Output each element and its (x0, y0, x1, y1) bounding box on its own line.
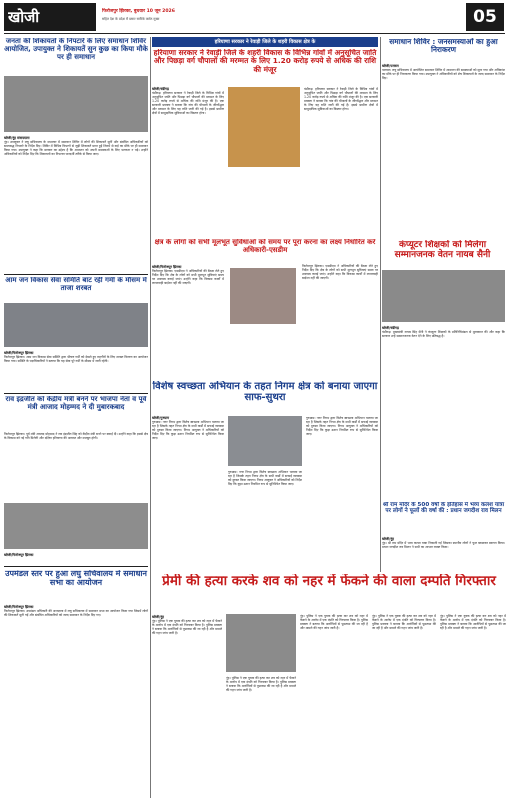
article-body-continued: नूंह। पुलिस ने एक युवक की हत्या कर शव को नहर में फेंकने के आरोप में एक दंपति को गिरफ्तार किया है। पुलिस प्रवक्ता ने बताया कि आरोपियों से पूछताछ की जा रही है और मामले की गहन जांच जारी है। (440, 614, 506, 631)
article-body: नूंह। पुलिस ने एक युवक की हत्या कर शव को नहर में फेंकने के आरोप में एक दंपति को गिरफ्तार किया है। पुलिस प्रवक्ता ने बताया कि आरोपियों से पूछताछ की जा रही है और मामले की गहन जांच जारी है। (152, 619, 222, 636)
masthead-dateline-sub: सहित देश के प्रदेश में प्रसार सारिके कर्मठ मुख्य (102, 17, 160, 21)
article-couple-arrested (152, 572, 506, 798)
page-number: 05 (466, 3, 504, 31)
article-body: चंडीगढ़। हरियाणा सरकार ने रेवाड़ी जिले के विभिन्न गांवों में अनुसूचित जाति और पिछड़ा वर्ग चौपालों की मरम्मत के लिए 1.20 करोड़ रुपये से अधिक की राशि मंजूर की है। एक सरकारी प्रवक्ता ने बताया कि गांव की चौपालों के जीर्णोद्धार और मरम्मत के लिए यह राशि जारी की गई है। इससे ग्रामीण क्षेत्रों में सामुदायिक सुविधाओं का विस्तार होगा। (152, 91, 224, 116)
article-photo-portrait (230, 268, 296, 324)
article-body-continued: फिरोजपुर झिरका। एसडीएम ने अधिकारियों की बैठक लेते हुए निर्देश दिए कि क्षेत्र के लोगों को सभी मूलभूत सुविधाएं समय पर उपलब्ध कराई जाएं। उन्होंने कहा कि विकास कार्यों में लापरवाही बर्दाश्त नहीं की जाएगी। (302, 264, 378, 281)
article-headline: क्षेत्र के लोगों को सभी मूलभूत सुविधाओं को समय पर पूरा करना का लक्ष्य निर्धारित करें अधिकारी-एसडीम (154, 239, 376, 254)
article-photo (228, 416, 302, 466)
article-byline: खोजी/गुरुग्राम (152, 416, 170, 420)
article-byline: खोजी/चंडीगढ़ (152, 87, 169, 91)
article-byline: खोजी/फिरोजपुर झिरका (4, 351, 34, 355)
article-headline: आम जन विकास सेवा समिति बांट रही गर्मी के मौसम में ताजा शरबत (5, 277, 147, 292)
article-rao-inderjit (4, 395, 148, 565)
article-headline: कंप्यूटर शिक्षकों को मिलेगा सम्मानजनक वेतन नायब सैनी (394, 240, 491, 261)
article-headline: हरियाणा सरकार ने रेवाड़ी जिले के शहरी विकास के विभिन्न गांवों में अनुसूचित जाति और पिछड़ा वर्ग चौपालों की मरम्मत के लिए 1.20 करोड़ रुपये से अधिक की राशि की मंजूर (153, 49, 377, 74)
article-byline: खोजी/चंडीगढ़ (382, 326, 399, 330)
article-photo (382, 270, 505, 322)
article-byline: खोजी/फिरोजपुर झिरका (152, 265, 182, 269)
masthead (0, 0, 509, 36)
article-photo (4, 303, 148, 347)
article-body-continued: गुरुग्राम। नगर निगम द्वारा विशेष स्वच्छता अभियान चलाया जा रहा है जिसके तहत निगम क्षेत्र के सभी वार्डों में सफाई व्यवस्था को दुरुस्त किया जाएगा। निगम आयुक्त ने अधिकारियों को निर्देश दिए कि कूड़ा उठान नियमित रूप से सुनिश्चित किया जाए। (228, 470, 302, 487)
article-kicker: हरियाणा सरकार ने रेवाड़ी जिले के शहरी विकास क्षेत्र के (214, 39, 316, 45)
article-chaupal-repair (152, 37, 378, 237)
article-byline: खोजी/पलवल (382, 64, 399, 68)
article-headline: जनता की शिकायतों के निपटारे के लिए समाधान शिविर आयोजित, उपायुक्त ने शिकायतें सुन कुछ का किया मौके पर ही समाधान (4, 38, 148, 61)
article-computer-teachers (382, 238, 505, 380)
masthead-rule (4, 33, 505, 34)
article-body-continued: नूंह। पुलिस ने एक युवक की हत्या कर शव को नहर में फेंकने के आरोप में एक दंपति को गिरफ्तार किया है। पुलिस प्रवक्ता ने बताया कि आरोपियों से पूछताछ की जा रही है और मामले की गहन जांच जारी है। (372, 614, 436, 631)
article-body-continued: नूंह। पुलिस ने एक युवक की हत्या कर शव को नहर में फेंकने के आरोप में एक दंपति को गिरफ्तार किया है। पुलिस प्रवक्ता ने बताया कि आरोपियों से पूछताछ की जा रही है और मामले की गहन जांच जारी है। (300, 614, 368, 631)
article-body: फिरोजपुर झिरका। एसडीएम ने अधिकारियों की बैठक लेते हुए निर्देश दिए कि क्षेत्र के लोगों को सभी मूलभूत सुविधाएं समय पर उपलब्ध कराई जाएं। उन्होंने कहा कि विकास कार्यों में लापरवाही बर्दाश्त नहीं की जाएगी। (152, 269, 224, 286)
article-body: फिरोजपुर झिरका। पूर्व मंत्री आजाद मोहम्मद ने राव इंद्रजीत सिंह को केंद्रीय मंत्री बनने पर बधाई दी। उन्होंने कहा कि इससे क्षेत्र के विकास को नई गति मिलेगी और दक्षिण हरियाणा की आवाज और मजबूत होगी। (4, 432, 148, 441)
article-photo (226, 614, 296, 672)
article-byline: खोजी/नूंह (382, 537, 394, 541)
article-body-continued: चंडीगढ़। हरियाणा सरकार ने रेवाड़ी जिले के विभिन्न गांवों में अनुसूचित जाति और पिछड़ा वर्ग चौपालों की मरम्मत के लिए 1.20 करोड़ रुपये से अधिक की राशि मंजूर की है। एक सरकारी प्रवक्ता ने बताया कि गांव की चौपालों के जीर्णोद्धार और मरम्मत के लिए यह राशि जारी की गई है। इससे ग्रामीण क्षेत्रों में सामुदायिक सुविधाओं का विस्तार होगा। (304, 87, 378, 112)
masthead-dateline: फिरोजपुर झिरका, बुधवार 10 जून 2026 (102, 9, 175, 14)
article-body: नूंह। श्री राम मंदिर में भव्य कलश यात्रा निकाली गई जिसका स्थानीय लोगों ने फूल बरसाकर स्वागत किया। प्रधान जगदीश राव मिलन ने सभी का आभार व्यक्त किया। (382, 541, 505, 550)
article-samadhan-sabha (4, 568, 148, 798)
article-byline: खोजी/नूंह (152, 615, 164, 619)
article-body: नूंह। उपायुक्त ने लघु सचिवालय के सभागार में समाधान शिविर में लोगों की शिकायतें सुनीं और संबंधित अधिकारियों को समयबद्ध निपटारे के निर्देश दिए। शिविर में विभिन्न विभागों से जुड़ी शिकायतें प्राप्त हुईं जिनमें से कई का मौके पर ही समाधान किया गया। उपायुक्त ने कहा कि सरकार का उद्देश्य है कि आमजन को अपनी समस्याओं के लिए भटकना न पड़े। उन्होंने अधिकारियों को निर्देश दिए कि शिकायतों का निपटारा पारदर्शी तरीके से किया जाए। (4, 140, 148, 157)
article-body-continued: गुरुग्राम। नगर निगम द्वारा विशेष स्वच्छता अभियान चलाया जा रहा है जिसके तहत निगम क्षेत्र के सभी वार्डों में सफाई व्यवस्था को दुरुस्त किया जाएगा। निगम आयुक्त ने अधिकारियों को निर्देश दिए कि कूड़ा उठान नियमित रूप से सुनिश्चित किया जाए। (306, 416, 378, 437)
article-byline: खोजी/फिरोजपुर झिरका (4, 605, 34, 609)
article-headline: समाधान शिविर : जनसमस्याओं का हुआ निराकरण (389, 38, 498, 55)
article-samadhan-shivir-nuh (4, 37, 148, 273)
article-basic-amenities (152, 238, 378, 378)
article-headline: श्री राम मंदिर के 500 वर्षों के इतिहास में भव्य कलश यात्रा पर लोगों ने फूलों की वर्षा की : प्रधान जगदीश राव मिलन (382, 502, 505, 515)
article-body: गुरुग्राम। नगर निगम द्वारा विशेष स्वच्छता अभियान चलाया जा रहा है जिसके तहत निगम क्षेत्र के सभी वार्डों में सफाई व्यवस्था को दुरुस्त किया जाएगा। निगम आयुक्त ने अधिकारियों को निर्देश दिए कि कूड़ा उठान नियमित रूप से सुनिश्चित किया जाए। (152, 420, 224, 441)
column-rule (380, 37, 381, 572)
article-headline: विशेष स्वच्छता अभियान के तहत निगम क्षेत्र को बनाया जाएगा साफ-सुथरा (152, 381, 378, 404)
column-rule (150, 37, 151, 798)
article-body: चंडीगढ़। मुख्यमंत्री नायब सिंह सैनी ने कंप्यूटर शिक्षकों के प्रतिनिधिमंडल से मुलाकात की और कहा कि सरकार उन्हें सम्मानजनक वेतन देने के लिए प्रतिबद्ध है। (382, 330, 505, 339)
column-divider (4, 274, 148, 275)
article-photo (4, 503, 148, 549)
column-divider (4, 393, 148, 394)
article-headline: प्रेमी की हत्या करके शव को नहर में फेंकने की वाला दम्पति गिरफ्तार (162, 574, 496, 589)
article-photo-portrait (228, 87, 300, 167)
article-body: पलवल। लघु सचिवालय में आयोजित समाधान शिविर में आमजन की समस्याओं को सुना गया और अधिकांश का मौके पर ही निराकरण किया गया। उपायुक्त ने अधिकारियों को शेष शिकायतों के जल्द समाधान के निर्देश दिए। (382, 68, 505, 81)
article-body: फिरोजपुर झिरका। उपमंडल अधिकारी की अध्यक्षता में लघु सचिवालय में समाधान सभा का आयोजन किया गया जिसमें लोगों की शिकायतें सुनी गईं और संबंधित अधिकारियों को जल्द समाधान के निर्देश दिए गए। (4, 609, 148, 618)
article-headline: उपमंडल स्तर पर हुआ लघु सचिवालय में समाधान सभा का आयोजन (5, 570, 147, 587)
article-body: फिरोजपुर झिरका। आम जन विकास सेवा समिति द्वारा भीषण गर्मी को देखते हुए राहगीरों के लिए शरबत वितरण का आयोजन किया गया। समिति के पदाधिकारियों ने बताया कि यह सेवा पूरे गर्मी के मौसम में जारी रहेगी। (4, 355, 148, 364)
masthead-title: खोजी (8, 8, 40, 26)
article-photo (4, 76, 148, 132)
article-byline: खोजी/फिरोजपुर झिरका (4, 553, 34, 557)
column-divider (4, 566, 148, 567)
article-byline: खोजी/नूंह संवाददाता (4, 136, 30, 140)
article-headline: राव इंद्रजीत को केंद्रीय मंत्री बनने पर भाजपा नेता व पूर्व मंत्री आजाद मोहम्मद ने दी मुबारकबाद (5, 396, 147, 411)
article-sharbat-sewa (4, 276, 148, 392)
article-body-continued: नूंह। पुलिस ने एक युवक की हत्या कर शव को नहर में फेंकने के आरोप में एक दंपति को गिरफ्तार किया है। पुलिस प्रवक्ता ने बताया कि आरोपियों से पूछताछ की जा रही है और मामले की गहन जांच जारी है। (226, 676, 296, 693)
